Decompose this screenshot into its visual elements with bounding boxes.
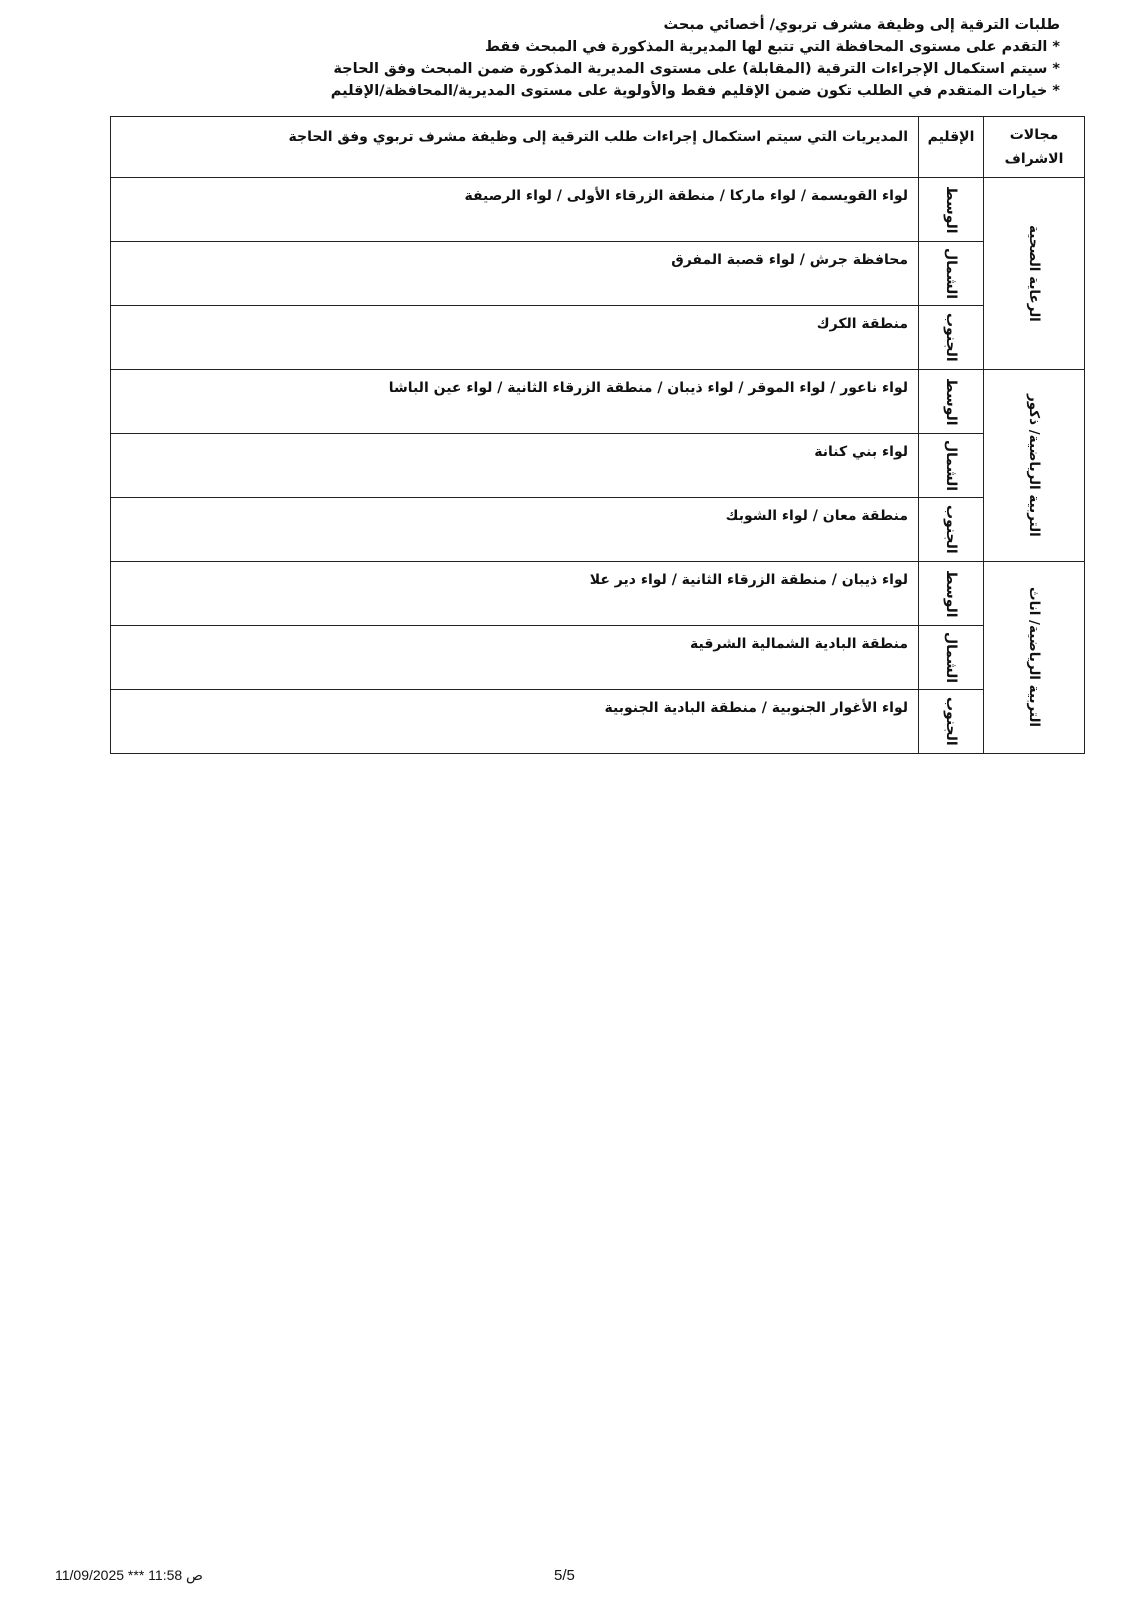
region-label: الشمال (943, 247, 959, 300)
region-label: الوسط (943, 569, 959, 618)
directorates-cell: لواء الأغوار الجنوبية / منطقة البادية الجنوبية (111, 690, 919, 754)
region-label: الجنوب (943, 697, 959, 746)
field-label: التربية الرياضية/ اناث (1026, 587, 1042, 728)
directorates-cell: منطقة معان / لواء الشوبك (111, 498, 919, 562)
directorates-table (110, 116, 1085, 754)
directorates-cell: محافظة جرش / لواء قصبة المفرق (111, 242, 919, 306)
header-directorates: المديريات التي سيتم استكمال إجراءات طلب الترقية إلى وظيفة مشرف تربوي وفق الحاجة (111, 117, 919, 178)
table-row (111, 626, 1085, 690)
region-cell (919, 178, 984, 242)
header-field: مجالات الاشراف (984, 117, 1085, 178)
field-cell (984, 370, 1085, 562)
region-cell (919, 562, 984, 626)
page-number: 5/5 (554, 1567, 575, 1584)
table-row (111, 562, 1085, 626)
region-cell (919, 498, 984, 562)
note-line: * التقدم على مستوى المحافظة التي تتبع لها المديرية المذكورة في المبحث فقط (484, 39, 1060, 55)
table-row (111, 178, 1085, 242)
directorates-cell: لواء ذيبان / منطقة الزرقاء الثانية / لواء دير علا (111, 562, 919, 626)
region-label: الجنوب (943, 505, 959, 554)
region-cell (919, 242, 984, 306)
region-label: الجنوب (943, 313, 959, 362)
region-label: الشمال (943, 439, 959, 492)
region-label: الوسط (943, 377, 959, 426)
table-row (111, 498, 1085, 562)
region-label: الشمال (943, 631, 959, 684)
header-region: الإقليم (919, 117, 984, 178)
table-row (111, 242, 1085, 306)
document-header (100, 14, 1060, 102)
directorates-cell: لواء بني كنانة (111, 434, 919, 498)
region-cell (919, 434, 984, 498)
table-row (111, 690, 1085, 754)
directorates-cell: منطقة البادية الشمالية الشرقية (111, 626, 919, 690)
table-row (111, 370, 1085, 434)
directorates-cell: منطقة الكرك (111, 306, 919, 370)
region-label: الوسط (943, 185, 959, 234)
field-cell (984, 178, 1085, 370)
table-row (111, 306, 1085, 370)
region-cell (919, 370, 984, 434)
field-label: الرعاية الصحية (1026, 225, 1042, 322)
region-cell (919, 626, 984, 690)
directorates-cell: لواء ناعور / لواء الموقر / لواء ذيبان / منطقة الزرقاء الثانية / لواء عين الباشا (111, 370, 919, 434)
document-title: طلبات الترقية إلى وظيفة مشرف تربوي/ أخصائي مبحث (663, 17, 1060, 33)
table-row (111, 434, 1085, 498)
note-line: * سيتم استكمال الإجراءات الترقية (المقابلة) على مستوى المديرية المذكورة ضمن المبحث وفق الحاجة (333, 61, 1060, 77)
directorates-cell: لواء القويسمة / لواء ماركا / منطقة الزرقاء الأولى / لواء الرصيفة (111, 178, 919, 242)
region-cell (919, 306, 984, 370)
table-header-row (111, 117, 1085, 178)
print-timestamp: ص 11:58 *** 11/09/2025 (55, 1567, 203, 1583)
field-label: التربية الرياضية/ ذكور (1026, 394, 1042, 537)
region-cell (919, 690, 984, 754)
field-cell (984, 562, 1085, 754)
note-line: * خيارات المتقدم في الطلب تكون ضمن الإقليم فقط والأولوية على مستوى المديرية/المحافظة/الإقليم (330, 83, 1060, 99)
